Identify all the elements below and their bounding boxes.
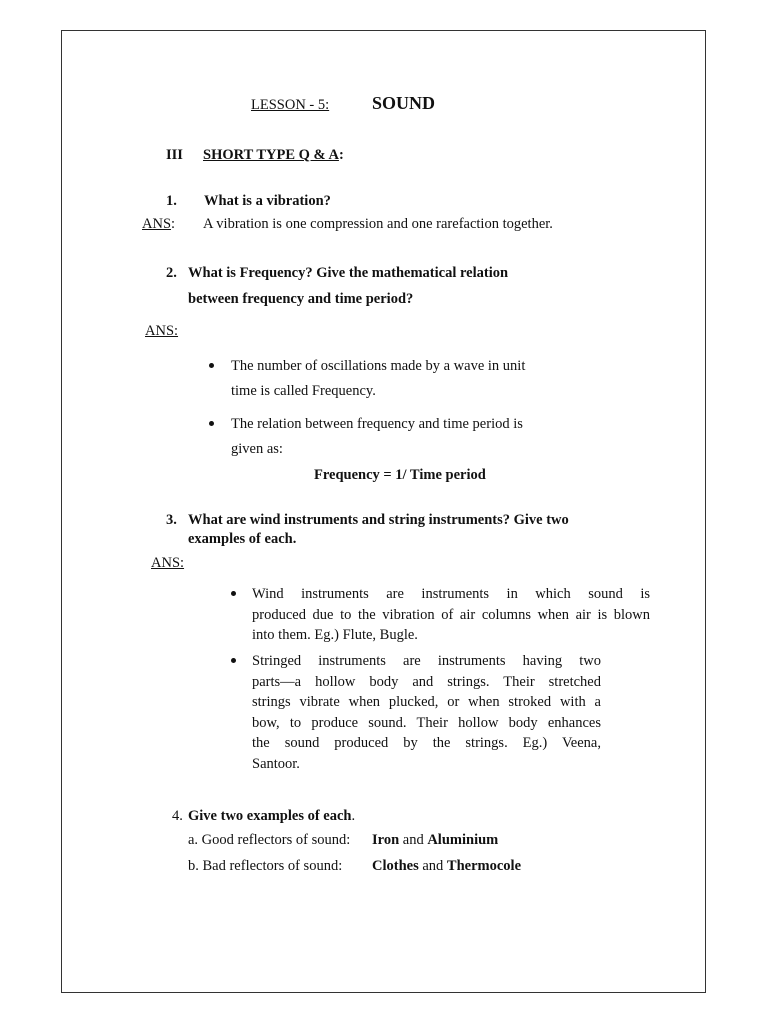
q3-question-line1: What are wind instruments and string instruments? Give two	[188, 512, 569, 528]
q2-formula: Frequency = 1/ Time period	[314, 467, 486, 483]
q1-question: What is a vibration?	[204, 193, 331, 209]
q1-answer: A vibration is one compression and one rarefaction together.	[203, 216, 553, 232]
q4-b-items	[372, 856, 521, 876]
q1-ans-colon: :	[171, 216, 176, 232]
bullet-icon	[209, 363, 214, 368]
q1-ans-label	[142, 214, 175, 234]
q2-bullet1-line1: The number of oscillations made by a wave in unit	[231, 358, 526, 374]
q4-question-text: Give two examples of each	[188, 808, 352, 824]
q4-a-and: and	[402, 832, 424, 848]
q4-a-item1: Iron	[372, 832, 400, 848]
q1-ans-label-text: ANS	[142, 216, 172, 232]
q2-number: 2.	[166, 265, 177, 281]
q2-bullet2-line1: The relation between frequency and time period is	[231, 416, 523, 432]
q2-bullet2-line2: given as:	[231, 441, 283, 457]
section-title	[203, 145, 344, 165]
q4-b-item2: Thermocole	[446, 858, 522, 874]
q2-question-line2: between frequency and time period?	[188, 291, 414, 307]
q4-a-items	[372, 830, 498, 850]
q4-question	[188, 806, 355, 826]
q3-bullet1-line: Wind instruments are instruments in which sound is	[252, 586, 650, 602]
q4-b-label: b. Bad reflectors of sound:	[188, 858, 343, 874]
q3-ans-label: ANS:	[151, 555, 185, 571]
lesson-label: LESSON - 5:	[251, 97, 330, 113]
q1-number: 1.	[166, 193, 177, 209]
q3-bullet2	[252, 651, 601, 774]
q3-bullet1	[252, 584, 650, 646]
q4-a-label: a. Good reflectors of sound:	[188, 832, 351, 848]
q3-bullet2-line: bow, to produce sound. Their hollow body enhances	[252, 714, 601, 731]
q4-a-item2: Aluminium	[427, 832, 499, 848]
lesson-title: SOUND	[372, 93, 436, 113]
q3-bullet2-line: the sound produced by the strings. Eg.) Veena,	[252, 735, 601, 751]
bullet-icon	[231, 658, 236, 663]
q4-number: 4.	[172, 808, 183, 824]
q4-question-end: .	[351, 808, 356, 824]
q3-bullet2-line: strings vibrate when plucked, or when stroked with a	[252, 694, 601, 710]
q3-bullet2-line: Stringed instruments are instruments having two	[252, 653, 601, 669]
bullet-icon	[209, 421, 214, 426]
section-number: III	[166, 147, 183, 163]
q3-question-line2: examples of each.	[188, 531, 297, 547]
bullet-icon	[231, 591, 236, 596]
section-title-text: SHORT TYPE Q & A	[203, 147, 339, 163]
q3-bullet1-line: into them. Eg.) Flute, Bugle.	[252, 627, 418, 643]
q3-bullet2-line: parts—a hollow body and strings. Their stretched	[252, 673, 601, 690]
q3-number: 3.	[166, 512, 177, 528]
q3-bullet1-line: produced due to the vibration of air columns when air is blown	[252, 606, 650, 623]
q3-bullet2-line: Santoor.	[252, 755, 300, 772]
q2-ans-label: ANS:	[145, 323, 179, 339]
section-title-colon: :	[338, 147, 344, 163]
q2-bullet1-line2: time is called Frequency.	[231, 383, 376, 399]
q4-b-and: and	[422, 858, 444, 874]
q2-question-line1: What is Frequency? Give the mathematical relation	[188, 265, 509, 281]
q4-b-item1: Clothes	[372, 858, 419, 874]
